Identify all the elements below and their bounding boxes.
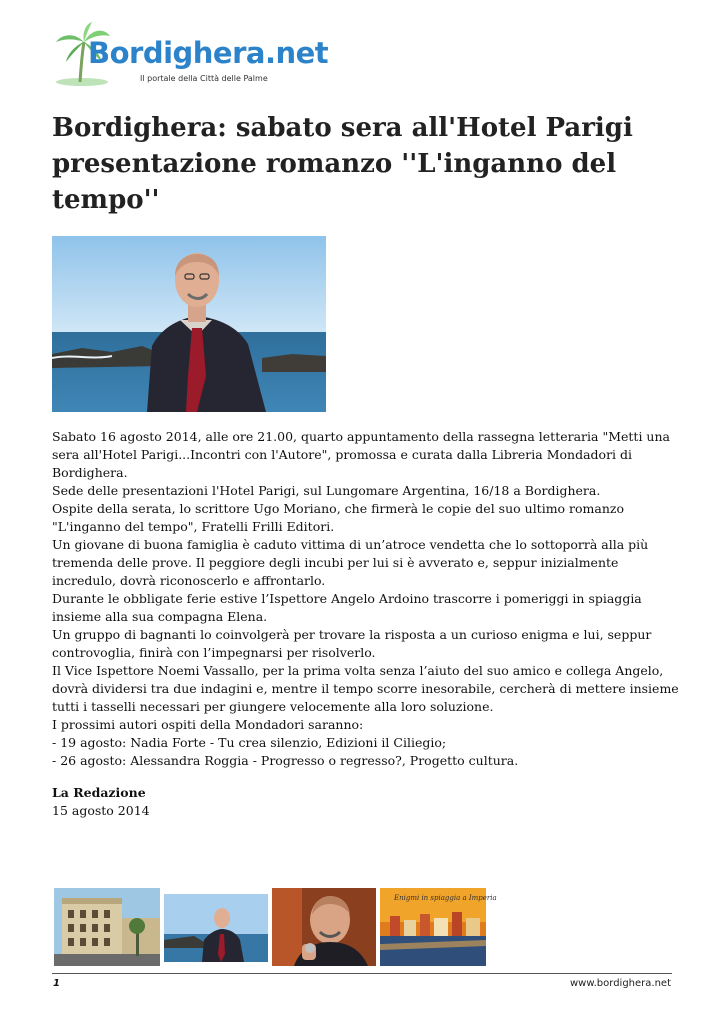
article-paragraph: - 19 agosto: Nadia Forte - Tu crea silenzio, Edizioni il Ciliegio;: [52, 735, 447, 750]
logo-tagline: Il portale della Città delle Palme: [140, 74, 268, 83]
footer-divider: [52, 973, 672, 974]
article-paragraph: Sabato 16 agosto 2014, alle ore 21.00, quarto appuntamento della rassegna letteraria "Metti una sera all'Hotel Parigi...Incontri con l'Autore", promossa e curata dalla Libreria Mondadori di Bordighera.: [52, 429, 670, 480]
article-paragraph: Durante le obbligate ferie estive l’Ispettore Angelo Ardoino trascorre i pomeriggi in spiaggia insieme alla sua compagna Elena.: [52, 591, 642, 624]
article-paragraph: Ospite della serata, lo scrittore Ugo Moriano, che firmerà le copie del suo ultimo romanzo "L'inganno del tempo", Fratelli Frilli Editori.: [52, 501, 625, 534]
site-logo[interactable]: [52, 22, 329, 88]
logo-text: Bordighera.net: [88, 36, 329, 70]
article-signature: [52, 784, 150, 820]
article-paragraph: Sede delle presentazioni l'Hotel Parigi, sul Lungomare Argentina, 16/18 a Bordighera.: [52, 483, 601, 498]
article-paragraph: Un gruppo di bagnanti lo coinvolgerà per trovare la risposta a un curioso enigma e lui, seppur controvoglia, finirà con l’impegnarsi per risolverlo.: [52, 627, 652, 660]
article-title: Bordighera: sabato sera all'Hotel Parigi presentazione romanzo ''L'inganno del tempo'': [52, 113, 633, 215]
book-cover-caption: Enigmi in spiaggia a Imperia: [394, 894, 497, 902]
page-number: 1: [53, 978, 60, 989]
footer-site-link[interactable]: www.bordighera.net: [570, 978, 671, 989]
article-paragraph: - 26 agosto: Alessandra Roggia - Progresso o regresso?, Progetto cultura.: [52, 753, 519, 768]
thumbnail-author-sea[interactable]: [164, 894, 268, 962]
thumbnail-book-cover[interactable]: [380, 888, 497, 966]
article-date: 15 agosto 2014: [52, 803, 150, 818]
thumbnail-hotel[interactable]: [54, 888, 160, 966]
article-paragraph: Un giovane di buona famiglia è caduto vittima di un’atroce vendetta che lo sottoporrà alla più tremenda delle prove. Il peggiore degli incubi per lui si è avverato e, seppur inizialmente incredulo, dovrà riconoscerlo e affrontarlo.: [52, 537, 649, 588]
thumbnail-author-portrait[interactable]: [272, 888, 376, 966]
article-paragraph: Il Vice Ispettore Noemi Vassallo, per la prima volta senza l’aiuto del suo amico e collega Angelo, dovrà dividersi tra due indagini e, mentre il tempo scorre inesorabile, cercherà di mettere insieme tutti i tasselli necessari per giungere velocemente alla loro soluzione.: [52, 663, 679, 714]
article-body: [52, 428, 682, 770]
article-hero-image: [52, 236, 326, 412]
article-paragraph: I prossimi autori ospiti della Mondadori saranno:: [52, 717, 364, 732]
article-author: La Redazione: [52, 785, 146, 800]
